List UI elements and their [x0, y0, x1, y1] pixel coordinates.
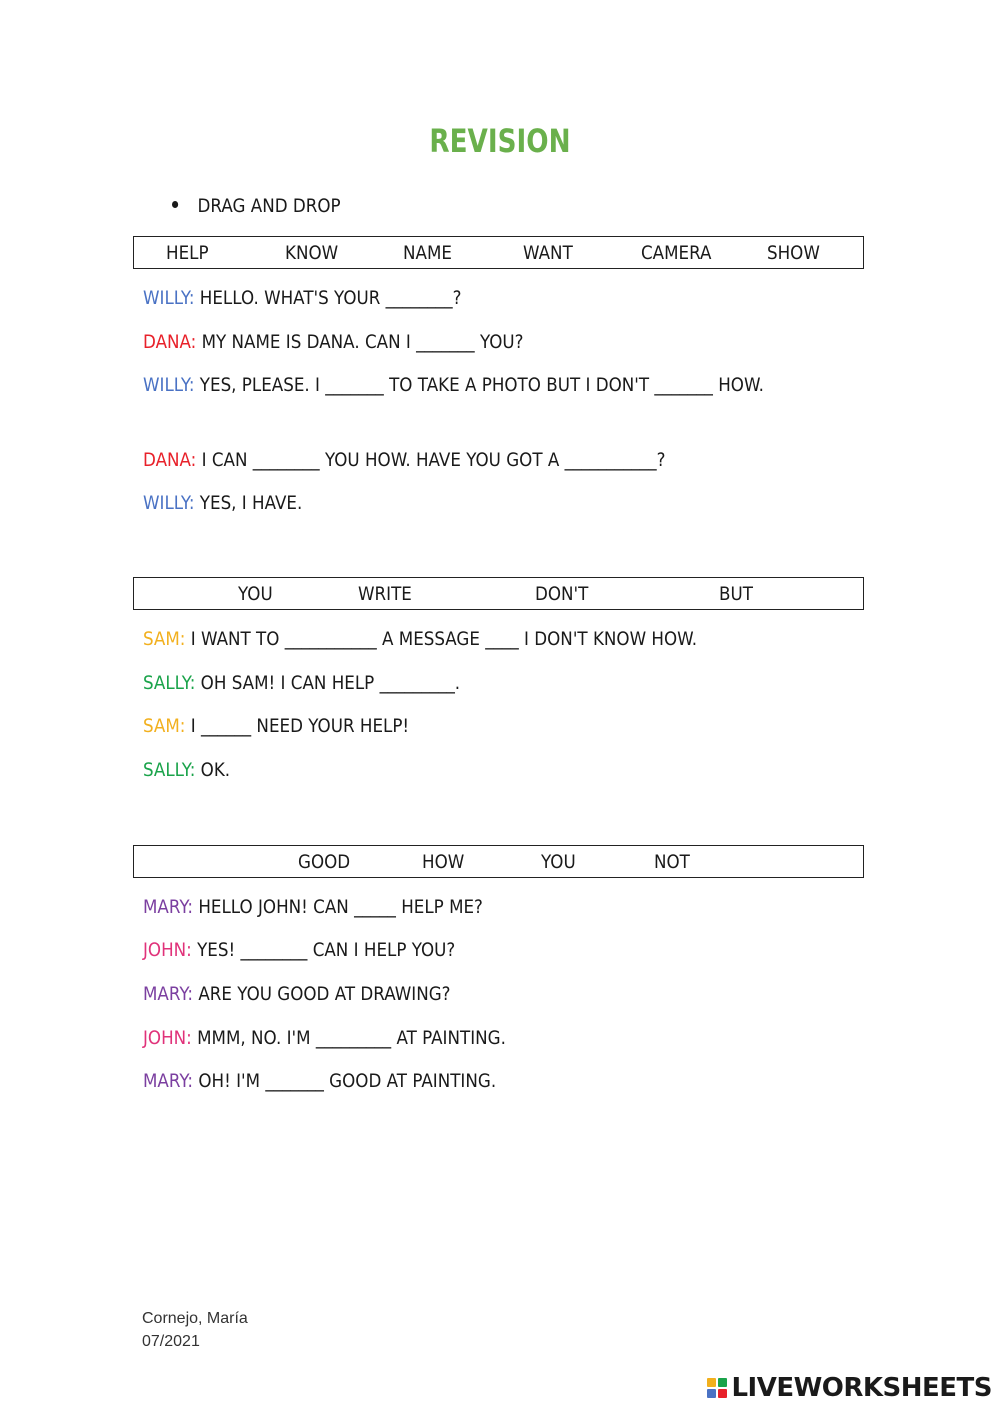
speaker-sally: SALLY:	[143, 672, 196, 694]
dialogue-line	[143, 759, 230, 781]
speaker-sam: SAM:	[143, 715, 186, 737]
word-bank-item[interactable]: HELP	[166, 242, 209, 264]
speaker-dana: DANA:	[143, 449, 197, 471]
speaker-mary: MARY:	[143, 896, 194, 918]
footer-author: Cornejo, María	[142, 1310, 248, 1327]
word-bank-item[interactable]: GOOD	[298, 851, 351, 873]
dialogue-line	[143, 939, 455, 961]
dialogue-line	[143, 896, 483, 918]
speaker-dana: DANA:	[143, 331, 197, 353]
word-bank-1	[133, 236, 864, 269]
word-bank-item[interactable]: KNOW	[285, 242, 339, 264]
dialogue-line	[143, 1070, 496, 1092]
word-bank-item[interactable]: WANT	[523, 242, 573, 264]
dialogue-text: HELLO JOHN! CAN _____ HELP ME?	[198, 896, 483, 918]
speaker-mary: MARY:	[143, 1070, 194, 1092]
dialogue-line	[143, 983, 451, 1005]
word-bank-item[interactable]: BUT	[719, 583, 753, 605]
dialogue-text: I CAN ________ YOU HOW. HAVE YOU GOT A ___________?	[201, 449, 666, 471]
page-title: REVISION	[429, 122, 571, 160]
speaker-willy: WILLY:	[143, 492, 195, 514]
dialogue-text: I ______ NEED YOUR HELP!	[190, 715, 410, 737]
dialogue-text: I WANT TO ___________ A MESSAGE ____ I DON'T KNOW HOW.	[190, 628, 698, 650]
dialogue-line	[143, 492, 302, 514]
dialogue-text: YES, I HAVE.	[199, 492, 303, 514]
word-bank-item[interactable]: SHOW	[767, 242, 820, 264]
logo-text: LIVEWORKSHEETS	[731, 1373, 992, 1403]
speaker-mary: MARY:	[143, 983, 194, 1005]
liveworksheets-logo-icon	[707, 1378, 727, 1398]
dialogue-line	[143, 715, 409, 737]
speaker-john: JOHN:	[143, 1027, 192, 1049]
dialogue-text: MY NAME IS DANA. CAN I _______ YOU?	[201, 331, 524, 353]
word-bank-3	[133, 845, 864, 878]
word-bank-item[interactable]: YOU	[541, 851, 576, 873]
dialogue-text: HELLO. WHAT'S YOUR ________?	[199, 287, 462, 309]
dialogue-line	[143, 628, 697, 650]
speaker-willy: WILLY:	[143, 287, 195, 309]
dialogue-line	[143, 1027, 506, 1049]
word-bank-2	[133, 577, 864, 610]
word-bank-item[interactable]: DON'T	[535, 583, 589, 605]
speaker-john: JOHN:	[143, 939, 192, 961]
word-bank-item[interactable]: YOU	[238, 583, 273, 605]
speaker-willy: WILLY:	[143, 374, 195, 396]
dialogue-line	[143, 369, 856, 401]
word-bank-item[interactable]: HOW	[422, 851, 465, 873]
speaker-sally: SALLY:	[143, 759, 196, 781]
dialogue-text: OH! I'M _______ GOOD AT PAINTING.	[198, 1070, 497, 1092]
dialogue-line	[143, 287, 461, 309]
dialogue-line	[143, 449, 665, 471]
word-bank-item[interactable]: WRITE	[358, 583, 412, 605]
dialogue-line	[143, 672, 460, 694]
dialogue-text: YES, PLEASE. I _______ TO TAKE A PHOTO BUT I DON'T _______ HOW.	[199, 374, 764, 396]
dialogue-text: OH SAM! I CAN HELP _________.	[200, 672, 461, 694]
dialogue-text: YES! ________ CAN I HELP YOU?	[197, 939, 456, 961]
speaker-sam: SAM:	[143, 628, 186, 650]
word-bank-item[interactable]: CAMERA	[641, 242, 712, 264]
dialogue-text: OK.	[200, 759, 231, 781]
word-bank-item[interactable]: NOT	[654, 851, 690, 873]
instruction	[172, 195, 341, 217]
bullet-icon	[172, 201, 178, 208]
word-bank-item[interactable]: NAME	[403, 242, 452, 264]
footer-date: 07/2021	[142, 1333, 200, 1350]
liveworksheets-logo[interactable]	[707, 1373, 992, 1403]
dialogue-text: ARE YOU GOOD AT DRAWING?	[198, 983, 451, 1005]
dialogue-text: MMM, NO. I'M _________ AT PAINTING.	[197, 1027, 506, 1049]
instruction-text: DRAG AND DROP	[197, 195, 341, 217]
dialogue-line	[143, 331, 524, 353]
